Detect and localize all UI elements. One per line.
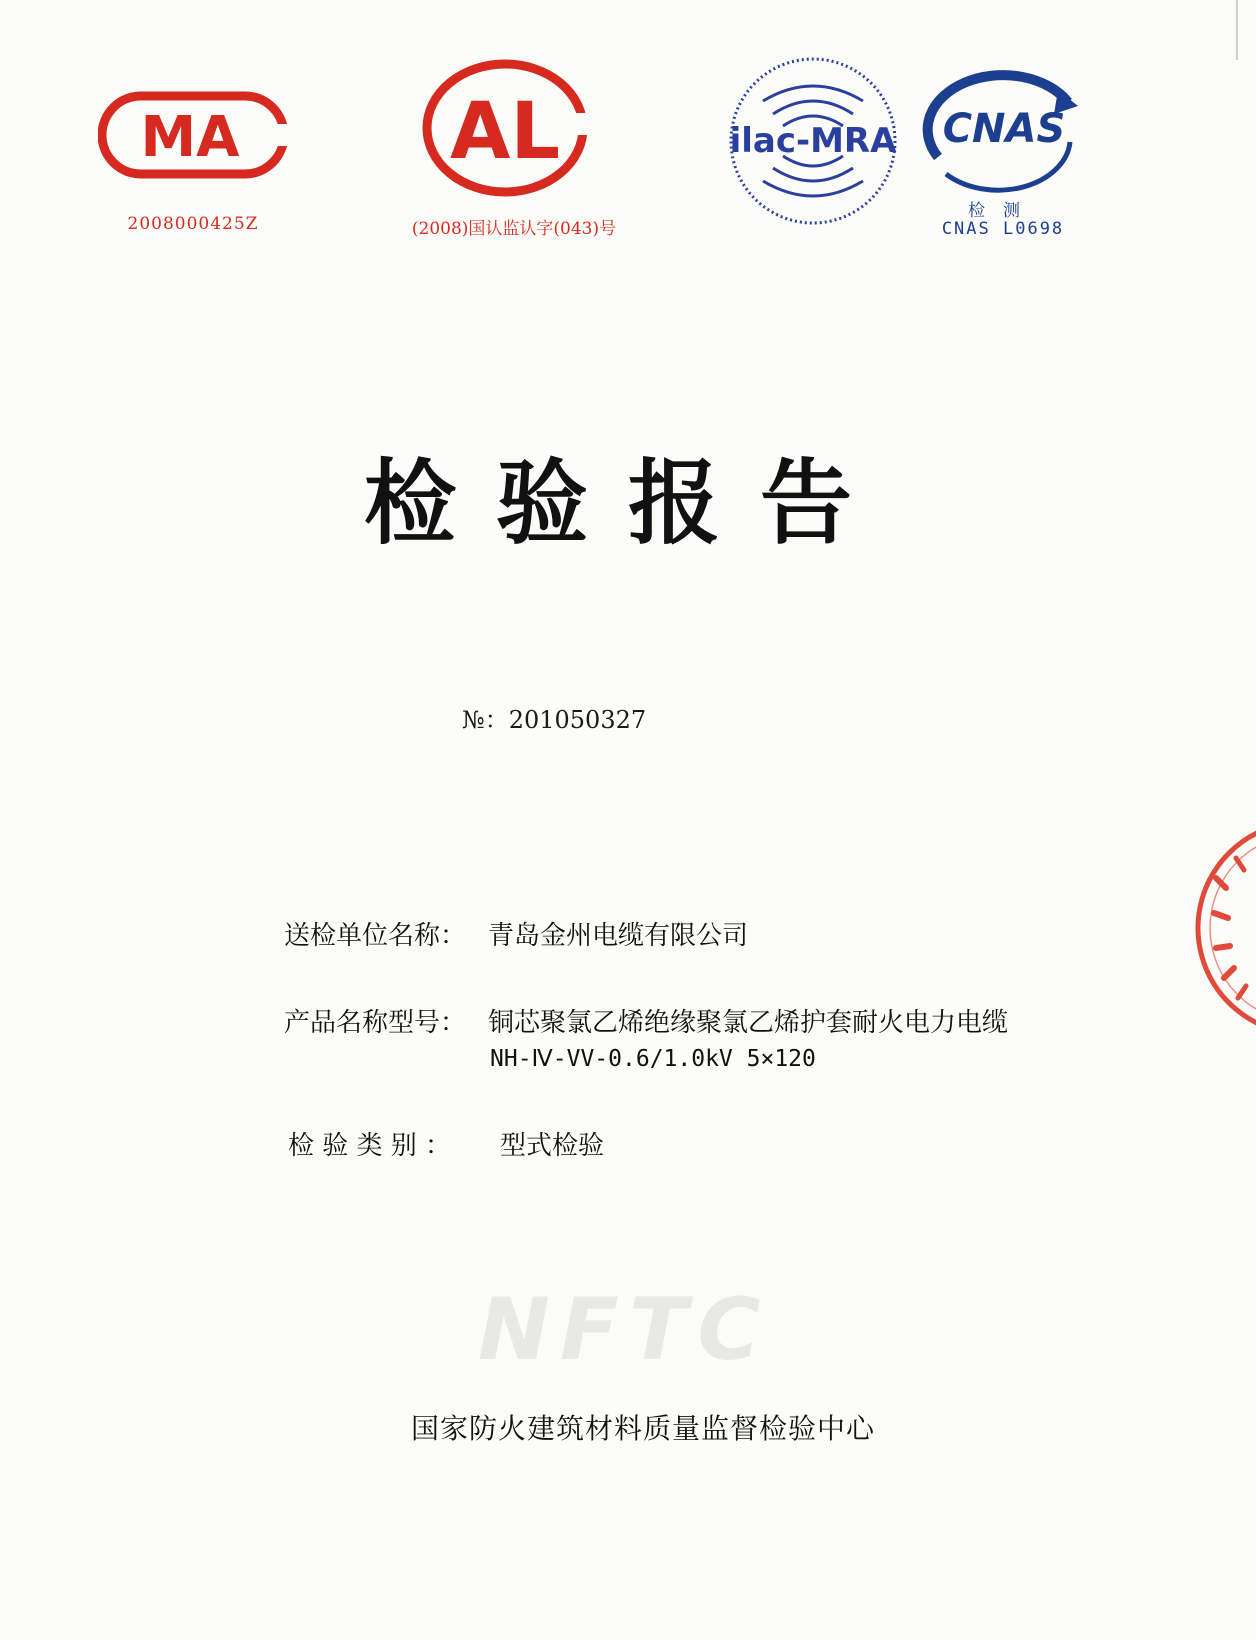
client-label: 送检单位名称： [284, 921, 467, 951]
issuing-organization: 国家防火建筑材料质量监督检验中心 [410, 1412, 875, 1445]
cnas-sub-cn: 检测 [968, 201, 1038, 221]
cma-code: 2008000425Z [127, 214, 259, 234]
test-type-label: 检 验 类 别 ： [288, 1131, 452, 1161]
cnas-logo [918, 62, 1088, 202]
nftc-watermark: NFTC [478, 1280, 771, 1380]
report-title: 检验报告 [363, 450, 892, 557]
cal-code: (2008)国认监认字(043)号 [411, 219, 617, 239]
cma-logo [98, 90, 288, 180]
client-value: 青岛金州电缆有限公司 [488, 921, 749, 951]
product-label: 产品名称型号： [284, 1008, 467, 1038]
ilac-mra-logo [728, 56, 898, 226]
cnas-subtitle [918, 196, 1088, 239]
cma-logo-text: MA [140, 105, 240, 170]
cal-logo-text: AL [449, 87, 561, 177]
cnas-code: CNAS L0698 [941, 219, 1065, 239]
official-seal [1186, 818, 1256, 1038]
scan-edge [1236, 0, 1238, 60]
cal-logo [420, 58, 590, 198]
report-number: №：201050327 [462, 706, 647, 734]
test-type-value: 型式检验 [500, 1131, 605, 1161]
cnas-logo-text: CNAS [942, 106, 1066, 152]
product-value-line1: 铜芯聚氯乙烯绝缘聚氯乙烯护套耐火电力电缆 [488, 1008, 1009, 1038]
ilac-logo-text: ilac-MRA [729, 121, 897, 161]
product-value-line2: NH-Ⅳ-VV-0.6/1.0kV 5×120 [490, 1046, 816, 1072]
